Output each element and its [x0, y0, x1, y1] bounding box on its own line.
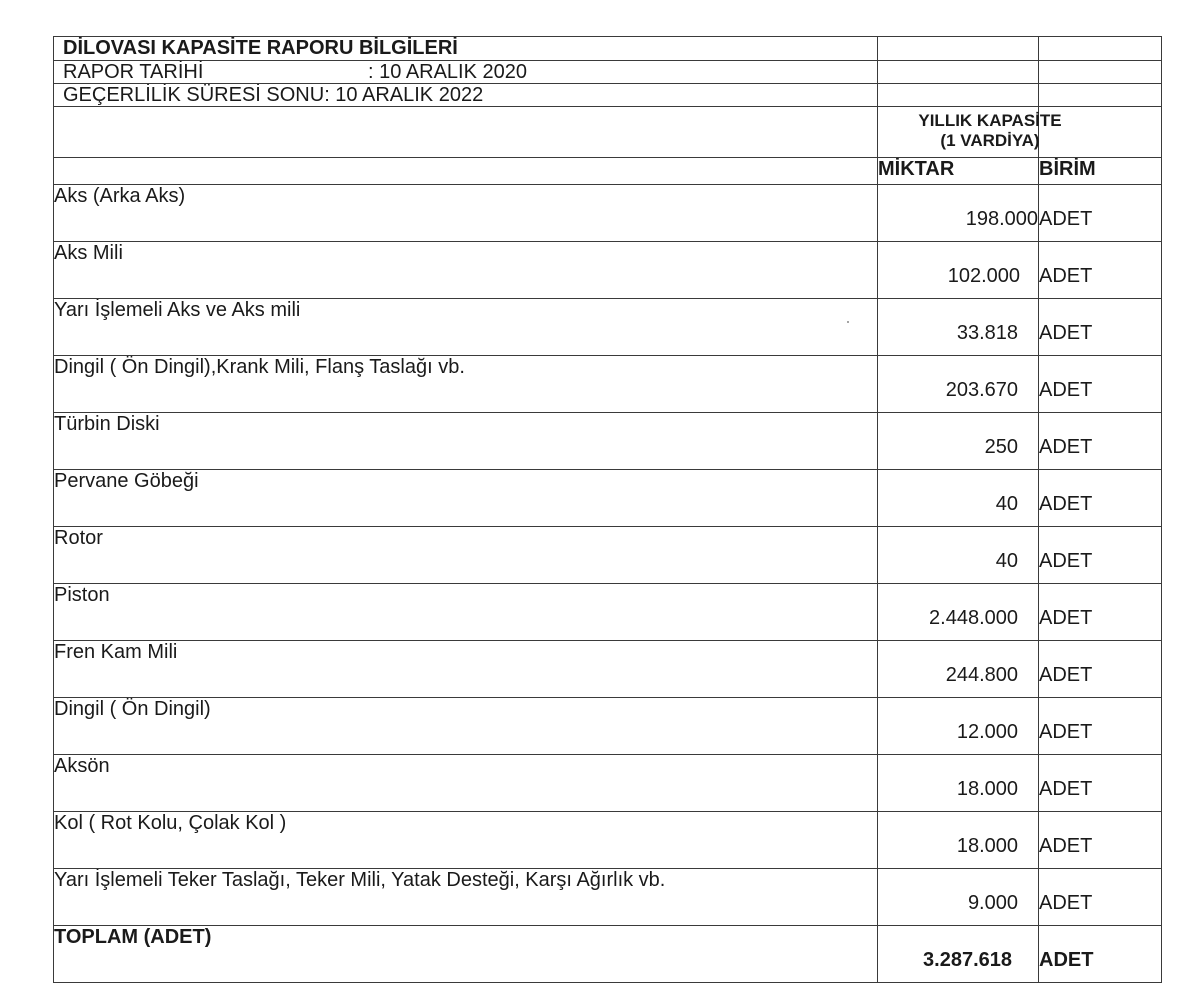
validity-label: GEÇERLİLİK SÜRESİ SONU [63, 84, 325, 106]
item-name: Fren Kam Mili [54, 641, 878, 698]
speck-mark [847, 321, 849, 323]
item-quantity: 203.670 [878, 356, 1039, 413]
total-label: TOPLAM (ADET) [54, 926, 878, 983]
item-unit: ADET [1039, 470, 1162, 527]
capacity-header [890, 111, 1090, 151]
table-row [54, 812, 1162, 869]
item-name: Aksön [54, 755, 878, 812]
total-unit: ADET [1039, 926, 1162, 983]
column-header-row [54, 158, 1162, 185]
empty-cell [1039, 61, 1162, 84]
capacity-header-row [54, 107, 1162, 158]
item-unit: ADET [1039, 413, 1162, 470]
unit-header: BİRİM [1039, 158, 1162, 185]
capacity-header-cell [878, 107, 1062, 158]
empty-cell [878, 84, 1039, 107]
item-unit: ADET [1039, 356, 1162, 413]
item-quantity: 198.000 [878, 185, 1039, 242]
empty-cell [878, 61, 1039, 84]
item-quantity: 40 [878, 470, 1039, 527]
capacity-header-line1: YILLIK KAPASİTE [918, 111, 1062, 130]
report-date-value: : 10 ARALIK 2020 [368, 61, 528, 83]
item-quantity: 2.448.000 [878, 584, 1039, 641]
report-date-label: RAPOR TARİHİ [63, 61, 204, 83]
item-quantity: 9.000 [878, 869, 1039, 926]
item-unit: ADET [1039, 299, 1162, 356]
item-quantity: 18.000 [878, 755, 1039, 812]
item-name: Piston [54, 584, 878, 641]
item-unit: ADET [1039, 812, 1162, 869]
item-name: Dingil ( Ön Dingil),Krank Mili, Flanş Taslağı vb. [54, 356, 878, 413]
empty-cell [1039, 37, 1162, 61]
item-name-text: Yarı İşlemeli Aks ve Aks mili [54, 299, 301, 321]
quantity-header: MİKTAR [878, 158, 1039, 185]
validity-row [54, 84, 1162, 107]
validity-value: : 10 ARALIK 2022 [324, 84, 484, 106]
item-quantity: 18.000 [878, 812, 1039, 869]
table-row [54, 698, 1162, 755]
item-name: Rotor [54, 527, 878, 584]
item-name: Türbin Diski [54, 413, 878, 470]
item-name: Pervane Göbeği [54, 470, 878, 527]
total-row [54, 926, 1162, 983]
table-row [54, 584, 1162, 641]
table-row [54, 413, 1162, 470]
report-date-row [54, 61, 1162, 84]
empty-cell [878, 37, 1039, 61]
item-unit: ADET [1039, 755, 1162, 812]
table-row [54, 185, 1162, 242]
table-row [54, 470, 1162, 527]
capacity-report-table [53, 36, 1162, 983]
item-name [54, 299, 878, 356]
item-name: Aks (Arka Aks) [54, 185, 878, 242]
table-row [54, 641, 1162, 698]
item-name: Kol ( Rot Kolu, Çolak Kol ) [54, 812, 878, 869]
table-row [54, 527, 1162, 584]
item-quantity: 250 [878, 413, 1039, 470]
item-quantity: 244.800 [878, 641, 1039, 698]
capacity-report-sheet [53, 36, 1161, 971]
item-unit: ADET [1039, 527, 1162, 584]
table-row [54, 755, 1162, 812]
table-row [54, 356, 1162, 413]
item-quantity: 12.000 [878, 698, 1039, 755]
title-row [54, 37, 1162, 61]
table-row [54, 299, 1162, 356]
item-unit: ADET [1039, 584, 1162, 641]
empty-cell [54, 158, 878, 185]
item-name: Aks Mili [54, 242, 878, 299]
item-unit: ADET [1039, 869, 1162, 926]
validity-cell [54, 84, 878, 107]
total-quantity: 3.287.618 [878, 926, 1039, 983]
table-row [54, 869, 1162, 926]
capacity-header-line2: (1 VARDİYA) [940, 131, 1040, 150]
empty-cell [1039, 84, 1162, 107]
item-name: Yarı İşlemeli Teker Taslağı, Teker Mili, Yatak Desteği, Karşı Ağırlık vb. [54, 869, 878, 926]
item-unit: ADET [1039, 185, 1162, 242]
item-quantity: 40 [878, 527, 1039, 584]
item-quantity: 102.000 [878, 242, 1039, 299]
item-unit: ADET [1039, 641, 1162, 698]
item-name: Dingil ( Ön Dingil) [54, 698, 878, 755]
report-date-cell [54, 61, 878, 84]
item-unit: ADET [1039, 698, 1162, 755]
table-row [54, 242, 1162, 299]
item-unit: ADET [1039, 242, 1162, 299]
report-title: DİLOVASI KAPASİTE RAPORU BİLGİLERİ [54, 37, 878, 61]
item-quantity: 33.818 [878, 299, 1039, 356]
empty-cell [54, 107, 878, 158]
